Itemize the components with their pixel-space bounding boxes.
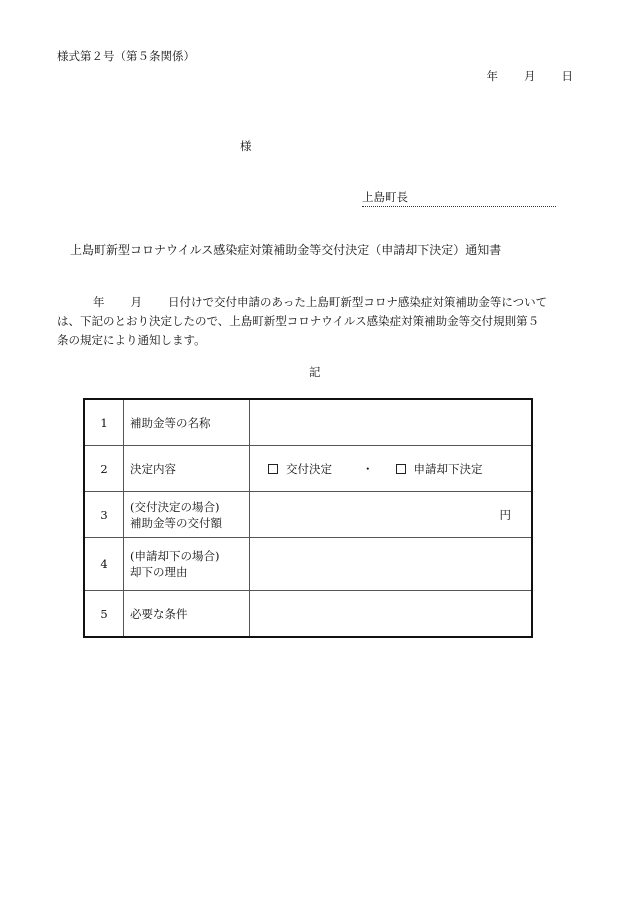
- row-number: 5: [84, 591, 124, 638]
- row-number: 4: [84, 538, 124, 591]
- row-label: 必要な条件: [124, 591, 250, 638]
- body-text: [57, 293, 577, 350]
- row-label: (交付決定の場合) 補助金等の交付額: [124, 492, 250, 538]
- option-grant[interactable]: 交付決定: [268, 461, 332, 477]
- body-line-2: は、下記のとおり決定したので、上島町新型コロナウイルス感染症対策補助金等交付規則第５: [57, 314, 540, 328]
- date-line: [487, 68, 574, 84]
- body-line-3: 条の規定により通知します。: [57, 333, 206, 347]
- row-number: 2: [84, 446, 124, 492]
- row-number: 1: [84, 399, 124, 446]
- row-label: 決定内容: [124, 446, 250, 492]
- decision-content-field: [250, 446, 533, 492]
- row-label: 補助金等の名称: [124, 399, 250, 446]
- date-year: 年: [486, 69, 498, 83]
- body-line-1: 年 月 日付けで交付申請のあった上島町新型コロナ感染症対策補助金等について: [93, 295, 548, 309]
- issuer-name: 上島町長: [362, 189, 556, 207]
- option-reject[interactable]: 申請却下決定: [396, 461, 483, 477]
- checkbox-grant[interactable]: [268, 464, 278, 474]
- form-number: 様式第２号（第５条関係）: [57, 49, 195, 63]
- date-day: 日: [561, 69, 573, 83]
- detail-table: [83, 398, 533, 638]
- table-row: [84, 399, 532, 446]
- addressee-honorific: 様: [240, 139, 252, 153]
- grant-amount-field[interactable]: [250, 492, 533, 538]
- row-label: (申請却下の場合) 却下の理由: [124, 538, 250, 591]
- row-number: 3: [84, 492, 124, 538]
- table-row: [84, 538, 532, 591]
- subsidy-name-field[interactable]: [250, 399, 533, 446]
- date-month: 月: [524, 69, 536, 83]
- table-row: [84, 591, 532, 638]
- table-row: [84, 492, 532, 538]
- table-row: [84, 446, 532, 492]
- option-separator: ・: [362, 461, 374, 476]
- checkbox-reject[interactable]: [396, 464, 406, 474]
- rejection-reason-field[interactable]: [250, 538, 533, 591]
- yen-unit: 円: [499, 508, 511, 522]
- required-conditions-field[interactable]: [250, 591, 533, 638]
- ki-heading: 記: [309, 365, 321, 379]
- document-title: 上島町新型コロナウイルス感染症対策補助金等交付決定（申請却下決定）通知書: [70, 243, 502, 257]
